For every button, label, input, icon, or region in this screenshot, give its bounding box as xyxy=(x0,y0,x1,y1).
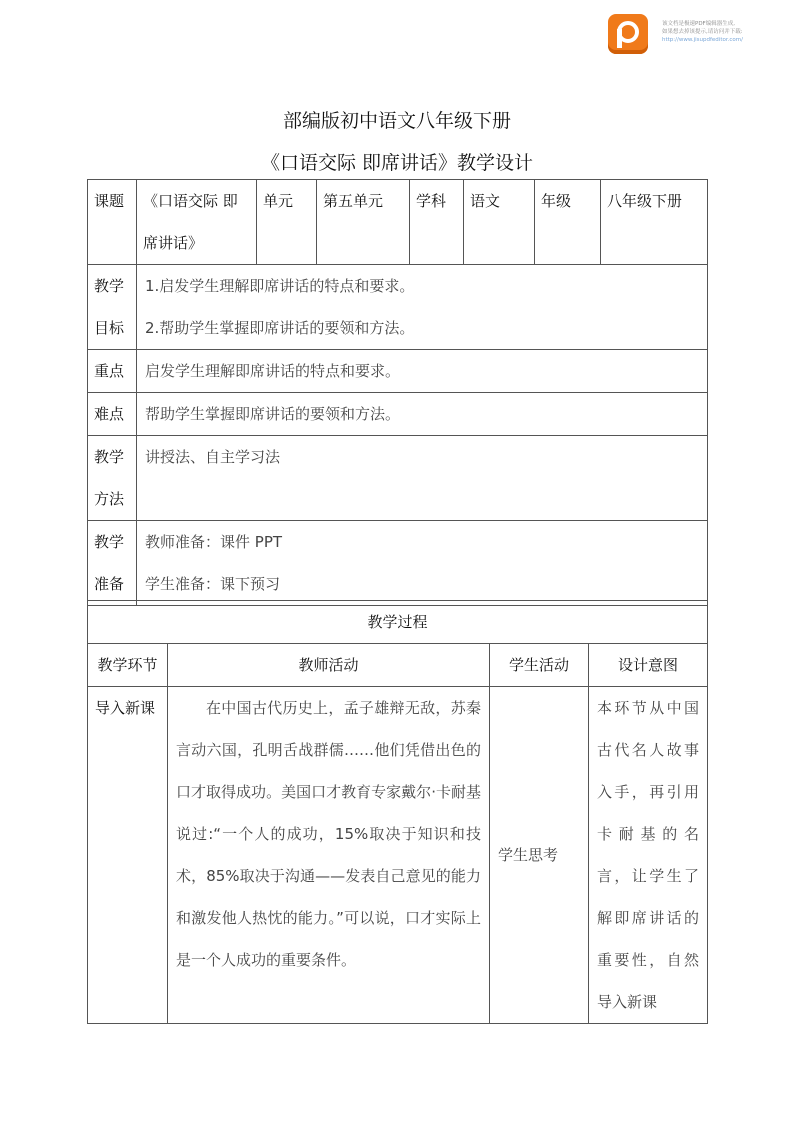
subject-value: 语文 xyxy=(464,180,535,265)
student-activity-cell: 学生思考 xyxy=(490,687,589,1024)
document-title: 部编版初中语文八年级下册 xyxy=(282,110,511,132)
pdf-editor-logo-icon xyxy=(608,14,648,54)
subject-label: 学科 xyxy=(410,180,464,265)
process-title: 教学过程 xyxy=(88,601,708,644)
method-value: 讲授法、自主学习法 xyxy=(137,436,708,521)
header-teacher-activity: 教师活动 xyxy=(168,644,490,687)
header-student-activity: 学生活动 xyxy=(490,644,589,687)
goals-label: 教学目标 xyxy=(88,265,137,350)
goals-cell xyxy=(137,265,708,350)
topic-row xyxy=(88,180,708,265)
stage-cell: 导入新课 xyxy=(88,687,168,1024)
difficulty-value: 帮助学生掌握即席讲话的要领和方法。 xyxy=(137,393,708,436)
unit-value: 第五单元 xyxy=(317,180,410,265)
process-row xyxy=(88,687,708,1024)
key-point-row xyxy=(88,350,708,393)
process-title-row xyxy=(88,601,708,644)
process-header-row xyxy=(88,644,708,687)
key-point-label: 重点 xyxy=(88,350,137,393)
difficulty-label: 难点 xyxy=(88,393,137,436)
header-design-intent: 设计意图 xyxy=(589,644,708,687)
goal-item: 2.帮助学生掌握即席讲话的要领和方法。 xyxy=(145,319,415,337)
unit-label: 单元 xyxy=(257,180,317,265)
watermark-line-2: 如果想去掉该提示,请访问并下载: xyxy=(662,29,743,35)
student-preparation: 学生准备：课下预习 xyxy=(145,575,281,593)
grade-value: 八年级下册 xyxy=(601,180,708,265)
preparation-row xyxy=(88,521,708,606)
teacher-activity-cell: 在中国古代历史上，孟子雄辩无敌，苏秦言动六国，孔明舌战群儒……他们凭借出色的口才取得成功。美国口才教育专家戴尔·卡耐基说过:“一个人的成功，15%取决于知识和技术，85%取决于沟通——发表自己意见的能力和激发他人热忱的能力。”可以说，口才实际上是一个人成功的重要条件。 xyxy=(168,687,490,1024)
goal-item: 1.启发学生理解即席讲话的特点和要求。 xyxy=(145,277,415,295)
teacher-preparation: 教师准备：课件 PPT xyxy=(145,533,283,551)
preparation-cell xyxy=(137,521,708,606)
difficulty-row xyxy=(88,393,708,436)
topic-value: 《口语交际 即席讲话》 xyxy=(137,180,257,265)
watermark-text xyxy=(662,20,792,44)
watermark-url: http://www.jisupdfeditor.com/ xyxy=(662,37,743,43)
topic-label: 课题 xyxy=(88,180,137,265)
method-label: 教学方法 xyxy=(88,436,137,521)
watermark-line-1: 该文档是极速PDF编辑器生成, xyxy=(662,21,735,27)
header-stage: 教学环节 xyxy=(88,644,168,687)
key-point-value: 启发学生理解即席讲话的特点和要求。 xyxy=(137,350,708,393)
preparation-label: 教学准备 xyxy=(88,521,137,606)
method-row xyxy=(88,436,708,521)
grade-label: 年级 xyxy=(535,180,601,265)
document-subtitle: 《口语交际 即席讲话》教学设计 xyxy=(260,152,534,174)
teaching-process-table xyxy=(87,600,708,1024)
lesson-info-table xyxy=(87,179,708,606)
goals-row xyxy=(88,265,708,350)
design-intent-cell: 本环节从中国古代名人故事入手，再引用卡耐基的名言，让学生了解即席讲话的重要性，自然导入新课 xyxy=(589,687,708,1024)
